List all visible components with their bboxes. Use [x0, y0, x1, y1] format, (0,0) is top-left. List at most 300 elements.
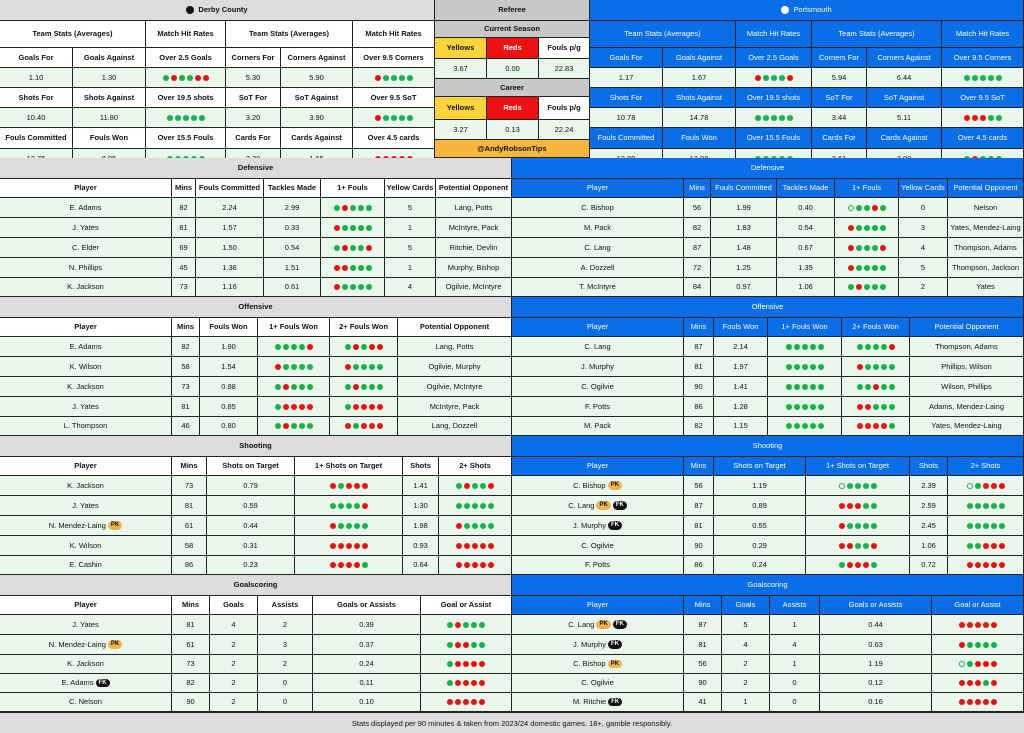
hit-rate-dots: [275, 384, 313, 390]
hit-rate-cell: [842, 397, 910, 417]
stat-value: 2: [210, 674, 258, 693]
stat-value: 10.78: [590, 108, 663, 128]
referee-title: Referee: [435, 0, 590, 21]
footer-disclaimer: Stats displayed per 90 minutes & taken from 2023/24 domestic games. 18+, gamble responsibly.: [0, 712, 1024, 733]
hit-dot: [880, 205, 886, 211]
column-header: Player: [512, 457, 684, 476]
hit-rate-dots: [857, 364, 895, 370]
column-header: Shots: [910, 457, 948, 476]
miss-dot: [848, 245, 854, 251]
hit-dot: [361, 344, 367, 350]
stat-value: 73: [172, 476, 207, 496]
away-offensive-table: [512, 297, 1024, 436]
stat-value: 0: [770, 693, 820, 712]
pk-taker-badge: PK: [608, 660, 622, 669]
hit-dot: [346, 523, 352, 529]
hit-dot: [991, 523, 997, 529]
player-name: [0, 198, 172, 218]
stat-label: Cards Against: [867, 128, 942, 149]
column-header: Mins: [172, 457, 207, 476]
stat-value: 69: [172, 238, 196, 258]
stat-value: 81: [684, 516, 714, 536]
goalscoring-title: Goalscoring: [0, 575, 512, 596]
miss-dot: [975, 680, 981, 686]
stat-value: Wilson, Phillips: [910, 377, 1024, 397]
miss-dot: [480, 562, 486, 568]
stat-value: 3: [899, 218, 948, 238]
hit-rate-cell: [421, 693, 512, 712]
hit-dot: [755, 115, 761, 121]
hit-dot: [179, 75, 185, 81]
hit-rate-dots: [330, 562, 368, 568]
hit-dot: [472, 483, 478, 489]
hit-dot: [999, 523, 1005, 529]
stat-value: 90: [684, 377, 714, 397]
hit-dot: [456, 483, 462, 489]
miss-dot: [991, 483, 997, 489]
referee-panel: [435, 0, 590, 158]
player-name: [0, 476, 172, 496]
miss-dot: [354, 483, 360, 489]
stat-value: Ogilvie, Murphy: [398, 357, 512, 377]
stat-label: SoT For: [226, 88, 281, 108]
stat-value: 0.55: [714, 516, 806, 536]
miss-dot: [839, 543, 845, 549]
miss-dot: [342, 245, 348, 251]
hit-dot: [291, 364, 297, 370]
player-name-text: N. Mendez-Laing: [48, 639, 106, 649]
stat-value: 58: [172, 536, 207, 556]
stat-label: Cards For: [226, 128, 281, 149]
stat-label: Goals For: [0, 48, 73, 68]
miss-dot: [983, 622, 989, 628]
player-name-text: N. Mendez-Laing: [48, 520, 106, 530]
hit-dot: [369, 384, 375, 390]
referee-career-value: 0.13: [487, 120, 539, 140]
hit-dot: [275, 404, 281, 410]
miss-dot: [999, 483, 1005, 489]
player-name-text: M. Pack: [583, 222, 612, 232]
hit-rate-cell: [948, 476, 1024, 496]
home-defensive-table: [0, 158, 512, 297]
miss-dot: [959, 680, 965, 686]
miss-dot: [464, 543, 470, 549]
stat-value: 1.57: [196, 218, 264, 238]
hit-dot: [855, 523, 861, 529]
hit-dot: [996, 115, 1002, 121]
stat-value: 3.44: [812, 108, 867, 128]
miss-dot: [488, 562, 494, 568]
hit-dot: [472, 523, 478, 529]
home-offensive-table: [0, 297, 512, 436]
column-header: Fouls Won: [714, 318, 768, 337]
column-header: Yellow Cards: [385, 179, 436, 198]
hit-dot: [818, 344, 824, 350]
stat-label: SoT Against: [867, 88, 942, 108]
hit-rate-cell: [835, 238, 899, 258]
miss-dot: [361, 404, 367, 410]
hit-rate-dots: [345, 384, 383, 390]
hit-rate-dots: [967, 523, 1005, 529]
hit-dot: [353, 423, 359, 429]
hit-rate-dots: [786, 344, 824, 350]
away-shooting-table: [512, 436, 1024, 575]
hit-dot: [163, 75, 169, 81]
hit-dot: [275, 344, 281, 350]
stat-value: 0: [258, 693, 313, 712]
column-header: Shots on Target: [714, 457, 806, 476]
stat-value: 0.39: [313, 615, 421, 635]
stat-value: 73: [172, 377, 200, 397]
miss-dot: [334, 265, 340, 271]
fk-taker-badge: FK: [608, 521, 622, 530]
stat-value: 90: [172, 693, 210, 712]
hit-dot: [880, 225, 886, 231]
hit-rate-dots: [167, 115, 205, 121]
player-name-text: C. Lang: [568, 619, 595, 629]
fouls-label: Fouls p/g: [539, 38, 590, 59]
column-header: Player: [512, 179, 684, 198]
hit-dot: [873, 344, 879, 350]
player-name-text: E. Cashin: [69, 560, 102, 570]
hit-dot: [847, 523, 853, 529]
tipster-tag: @AndyRobsonTips: [435, 140, 590, 158]
miss-dot: [171, 75, 177, 81]
player-name-text: M. Ritchie: [572, 697, 607, 707]
hit-rate-cell: [321, 198, 385, 218]
hit-dot: [354, 523, 360, 529]
hit-dot: [975, 642, 981, 648]
stat-value: 5: [722, 615, 770, 635]
stat-value: 72: [684, 258, 711, 278]
stat-value: 4: [210, 615, 258, 635]
hit-dot: [864, 284, 870, 290]
hit-dot: [873, 364, 879, 370]
player-name-text: M. Pack: [583, 421, 612, 431]
stat-label: Corners For: [226, 48, 281, 68]
stat-value: 87: [684, 615, 722, 635]
hit-dot: [863, 483, 869, 489]
hit-rate-cell: [421, 615, 512, 635]
stat-value: 2: [899, 278, 948, 297]
stat-value: 5: [899, 258, 948, 278]
stat-label: Fouls Won: [73, 128, 146, 149]
hit-dot: [283, 364, 289, 370]
hit-rate-cell: [768, 377, 842, 397]
hit-rate-dots: [959, 642, 997, 648]
hit-rate-cell: [768, 397, 842, 417]
miss-dot: [847, 503, 853, 509]
stat-dots: [736, 68, 812, 88]
player-name: [512, 556, 684, 575]
player-name: [512, 536, 684, 556]
stat-value: Thompson, Jackson: [948, 258, 1024, 278]
stat-value: 82: [172, 674, 210, 693]
hit-rate-dots: [967, 562, 1005, 568]
hit-rate-cell: [768, 417, 842, 436]
hit-rate-cell: [258, 337, 330, 357]
stat-value: 14.78: [663, 108, 736, 128]
stat-value: 2.24: [196, 198, 264, 218]
miss-dot: [455, 622, 461, 628]
player-name-text: L. Thompson: [63, 421, 108, 431]
player-name: [0, 693, 172, 712]
hit-dot: [334, 205, 340, 211]
player-name: [0, 615, 172, 635]
hit-dot: [871, 483, 877, 489]
hit-dot: [391, 115, 397, 121]
column-header: Player: [0, 179, 172, 198]
hit-rate-dots: [330, 543, 368, 549]
stat-label: Cards For: [812, 128, 867, 149]
player-name-text: C. Nelson: [69, 697, 102, 707]
column-header: Player: [512, 596, 684, 615]
hit-dot: [480, 523, 486, 529]
pk-taker-badge: PK: [596, 620, 610, 629]
stat-value: 2.59: [910, 496, 948, 516]
miss-dot: [455, 661, 461, 667]
hit-rate-cell: [932, 693, 1024, 712]
hit-dot: [763, 75, 769, 81]
hit-rate-dots: [839, 523, 877, 529]
hit-rate-dots: [345, 364, 383, 370]
stat-value: 1.35: [777, 258, 835, 278]
hit-dot: [399, 115, 405, 121]
hit-rate-cell: [295, 476, 403, 496]
stat-value: 4: [722, 635, 770, 655]
miss-dot: [353, 404, 359, 410]
miss-dot: [488, 483, 494, 489]
player-name-text: J. Yates: [72, 500, 99, 510]
miss-dot: [195, 75, 201, 81]
hit-rate-dots: [345, 423, 383, 429]
miss-dot: [369, 404, 375, 410]
hit-dot: [361, 384, 367, 390]
miss-dot: [471, 661, 477, 667]
hit-rate-cell: [842, 377, 910, 397]
group-header: Team Stats (Averages): [590, 21, 736, 48]
miss-dot: [999, 543, 1005, 549]
hit-dot: [480, 483, 486, 489]
hit-dot: [366, 225, 372, 231]
column-header: Mins: [684, 457, 714, 476]
stat-label: SoT Against: [281, 88, 353, 108]
column-header: 1+ Shots on Target: [806, 457, 910, 476]
stat-value: 0: [258, 674, 313, 693]
player-name-text: C. Lang: [568, 500, 595, 510]
hit-dot: [975, 483, 981, 489]
stat-value: 58: [172, 357, 200, 377]
stat-value: 2: [210, 635, 258, 655]
miss-dot: [479, 680, 485, 686]
player-name-text: J. Yates: [72, 222, 99, 232]
referee-career-value: 22.24: [539, 120, 590, 140]
hit-dot: [810, 423, 816, 429]
player-name: [0, 417, 172, 436]
player-name-text: J. Yates: [72, 401, 99, 411]
hit-dot: [839, 562, 845, 568]
miss-dot: [848, 225, 854, 231]
stat-value: 90: [684, 674, 722, 693]
hit-dot: [810, 364, 816, 370]
stat-value: 5: [385, 198, 436, 218]
stat-value: 10.40: [0, 108, 73, 128]
player-name: [0, 238, 172, 258]
hit-dot: [471, 622, 477, 628]
hit-dot: [391, 75, 397, 81]
home-crest-icon: [186, 6, 194, 14]
stat-value: 1.10: [0, 68, 73, 88]
miss-dot: [338, 543, 344, 549]
stat-label: Over 2.5 Goals: [146, 48, 226, 68]
fk-taker-badge: FK: [613, 620, 627, 629]
stat-value: 1: [770, 615, 820, 635]
stat-value: 0.16: [820, 693, 932, 712]
miss-dot: [346, 562, 352, 568]
hit-dot: [863, 543, 869, 549]
stat-value: 0.97: [711, 278, 777, 297]
column-header: Goal or Assist: [932, 596, 1024, 615]
miss-dot: [456, 562, 462, 568]
hit-dot: [983, 503, 989, 509]
player-name: [0, 377, 172, 397]
player-name: [0, 258, 172, 278]
hit-rate-cell: [421, 674, 512, 693]
hit-rate-dots: [275, 423, 313, 429]
miss-dot: [983, 543, 989, 549]
hit-rate-cell: [806, 556, 910, 575]
stat-value: Yates, Mendez-Laing: [948, 218, 1024, 238]
defensive-title: Defensive: [512, 158, 1024, 179]
hit-rate-cell: [258, 417, 330, 436]
hit-dot: [187, 75, 193, 81]
stat-value: 11.80: [73, 108, 146, 128]
player-name-text: F. Potts: [584, 401, 610, 411]
stat-value: 2: [258, 615, 313, 635]
miss-dot: [377, 344, 383, 350]
hit-dot: [818, 364, 824, 370]
hit-rate-cell: [330, 377, 398, 397]
hit-dot: [871, 562, 877, 568]
hit-dot: [975, 503, 981, 509]
miss-dot: [354, 562, 360, 568]
stat-value: 1.19: [820, 655, 932, 674]
miss-dot: [983, 699, 989, 705]
column-header: Mins: [172, 179, 196, 198]
player-name-text: C. Elder: [71, 242, 100, 252]
hit-dot: [366, 205, 372, 211]
miss-dot: [334, 225, 340, 231]
offensive-title: Offensive: [0, 297, 512, 318]
miss-dot: [345, 423, 351, 429]
hit-rate-dots: [857, 404, 895, 410]
hit-dot: [972, 75, 978, 81]
stat-label: Goals For: [590, 48, 663, 68]
stat-value: 81: [172, 218, 196, 238]
miss-dot: [480, 543, 486, 549]
stat-label: Fouls Won: [663, 128, 736, 149]
hit-rate-dots: [786, 384, 824, 390]
hit-rate-dots: [275, 344, 313, 350]
player-name-text: J. Murphy: [573, 639, 606, 649]
hit-dot: [464, 503, 470, 509]
player-name: [512, 516, 684, 536]
hit-dot: [872, 284, 878, 290]
player-name: [512, 635, 684, 655]
hit-rate-cell: [439, 476, 512, 496]
miss-dot: [856, 284, 862, 290]
hit-rate-dots: [839, 503, 877, 509]
miss-dot: [991, 680, 997, 686]
miss-dot: [361, 423, 367, 429]
hit-dot: [794, 404, 800, 410]
stat-value: 1.28: [714, 397, 768, 417]
hit-dot: [350, 245, 356, 251]
stat-value: Ogilvie, McIntyre: [398, 377, 512, 397]
column-header: Goals or Assists: [313, 596, 421, 615]
referee-current-value: 22.83: [539, 59, 590, 79]
stat-value: 0.89: [714, 496, 806, 516]
player-name: [0, 635, 172, 655]
miss-dot: [959, 642, 965, 648]
player-name: [512, 238, 684, 258]
player-name-text: K. Wilson: [69, 540, 102, 550]
column-header: Potential Opponent: [436, 179, 512, 198]
hit-dot: [291, 344, 297, 350]
miss-dot: [330, 543, 336, 549]
miss-dot: [375, 115, 381, 121]
hit-rate-cell: [948, 496, 1024, 516]
hit-rate-dots: [456, 483, 494, 489]
hit-dot: [472, 503, 478, 509]
hit-dot: [345, 384, 351, 390]
miss-dot: [464, 562, 470, 568]
stat-value: 1: [385, 218, 436, 238]
hit-dot: [802, 404, 808, 410]
column-header: Player: [0, 457, 172, 476]
hit-dot: [377, 364, 383, 370]
miss-dot: [354, 543, 360, 549]
stat-value: 5.11: [867, 108, 942, 128]
stat-value: 0.12: [820, 674, 932, 693]
stat-value: 0.93: [403, 536, 439, 556]
hit-rate-cell: [258, 357, 330, 377]
yellows-label: Yellows: [435, 97, 487, 120]
hit-dot: [383, 75, 389, 81]
hit-dot: [794, 384, 800, 390]
hit-dot: [964, 75, 970, 81]
hit-rate-dots: [345, 404, 383, 410]
hit-rate-dots: [375, 115, 413, 121]
miss-dot: [463, 680, 469, 686]
hit-rate-cell: [295, 536, 403, 556]
hit-dot: [889, 423, 895, 429]
miss-dot: [857, 364, 863, 370]
hit-rate-cell: [932, 674, 1024, 693]
column-header: Mins: [684, 318, 714, 337]
miss-dot: [881, 423, 887, 429]
career-label: Career: [435, 79, 590, 97]
stat-label: Over 9.5 Corners: [942, 48, 1024, 68]
hit-rate-cell: [932, 635, 1024, 655]
miss-dot: [369, 423, 375, 429]
miss-dot: [307, 344, 313, 350]
home-goalscoring-table: [0, 575, 512, 712]
hit-dot: [407, 75, 413, 81]
miss-dot: [362, 543, 368, 549]
hit-dot: [889, 364, 895, 370]
miss-dot: [972, 115, 978, 121]
